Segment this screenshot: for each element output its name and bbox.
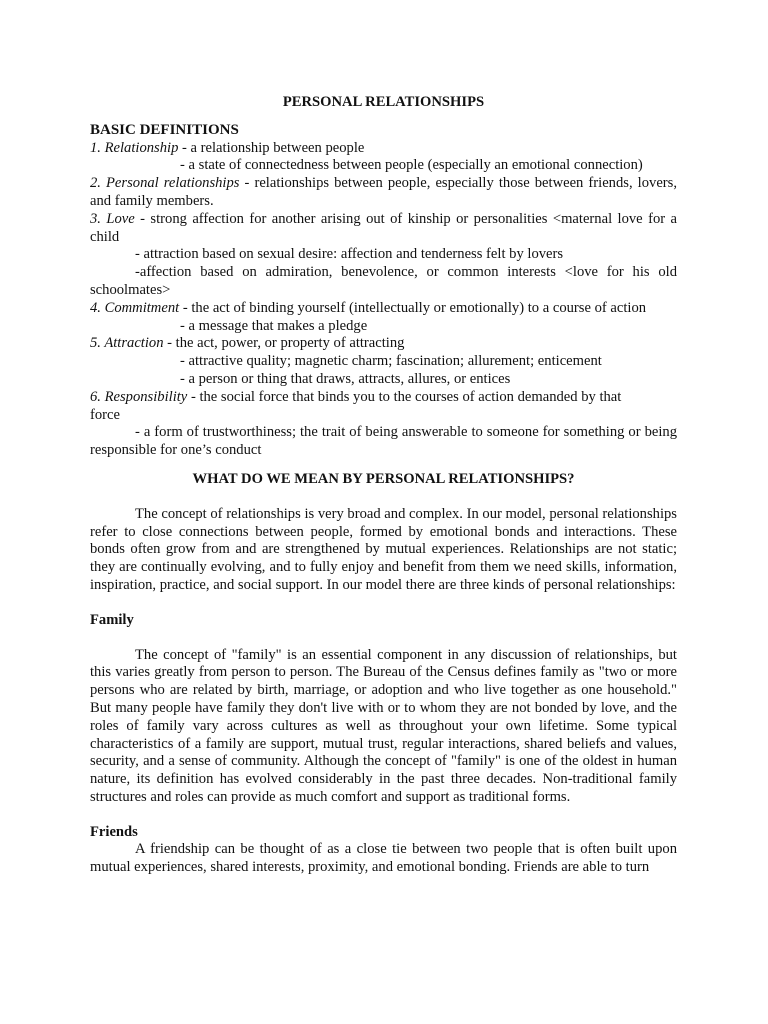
definition-responsibility [90,389,677,425]
term-love: 3. Love [90,210,135,227]
def-attraction-sub2: - a person or thing that draws, attracts, allures, or entices [180,370,511,387]
def-commitment: - the act of binding yourself (intellectually or emotionally) to a course of action [179,299,647,316]
def-love: - strong affection for another arising out of kinship or personalities <maternal love for a child [90,210,677,245]
section-what-we-mean-paragraph: The concept of relationships is very broad and complex. In our model, personal relationships refer to close connections between people, formed by emotional bonds and interactions. These bonds often grow from and are strengthened by mutual experiences. Relationships are not static; they are continually evolving, and to fully enjoy and benefit from them we need skills, information, inspiration, practice, and social support. In our model there are three kinds of personal relationships: [90,505,677,593]
def-love-sub1: - attraction based on sexual desire: affection and tenderness felt by lovers [135,246,564,263]
definition-relationship [90,140,677,158]
term-attraction: 5. Attraction [90,335,164,352]
definition-commitment [90,300,677,318]
family-paragraph: The concept of "family" is an essential component in any discussion of relationships, but this varies greatly from person to person. The Bureau of the Census defines family as "two or more persons who are related by birth, marriage, or adoption and who live together as one household." But many people have family they don't live with or to whom they are not bonded by love, and the roles of family vary across cultures as well as throughout your own lifetime. Some typical characteristics of a family are support, mutual trust, regular interactions, shared beliefs and values, security, and a sense of community. Although the concept of "family" is one of the oldest in human nature, its definition has evolved considerably in the past three decades. Non-traditional family structures and roles can provide as much comfort and support as traditional forms. [90,646,677,805]
term-personal-relationships: 2. Personal relationships [90,175,240,192]
family-heading: Family [90,611,134,628]
definition-love [90,211,677,247]
def-attraction-sub1: - attractive quality; magnetic charm; fascination; allurement; enticement [180,353,602,370]
def-responsibility: - the social force that binds you to the courses of action demanded by that force [90,388,622,423]
definition-personal-relationships [90,175,677,211]
basic-definitions-heading: BASIC DEFINITIONS [90,121,239,138]
def-commitment-sub1: - a message that makes a pledge [180,317,368,334]
definition-attraction [90,335,677,353]
friends-heading: Friends [90,823,138,840]
term-relationship: 1. Relationship [90,139,179,156]
def-responsibility-sub1: - a form of trustworthiness; the trait of being answerable to someone for something or being responsible for one’s conduct [90,424,677,459]
term-commitment: 4. Commitment [90,299,180,316]
document-page [90,94,677,877]
def-attraction: - the act, power, or property of attracting [163,335,405,352]
def-love-sub2: -affection based on admiration, benevolence, or common interests <love for his old schoolmates> [90,264,677,298]
section-what-we-mean-title: WHAT DO WE MEAN BY PERSONAL RELATIONSHIPS? [192,470,575,487]
def-relationship: - a relationship between people [178,139,365,156]
def-personal-relationships: - relationships between people, especially those between friends, lovers, and family members. [90,175,677,209]
term-responsibility: 6. Responsibility [90,388,188,405]
def-relationship-sub1: - a state of connectedness between people (especially an emotional connection) [180,157,643,174]
document-title: PERSONAL RELATIONSHIPS [282,94,485,110]
friends-paragraph: A friendship can be thought of as a close tie between two people that is often built upon mutual experiences, shared interests, proximity, and emotional bonding. Friends are able to turn [90,841,677,876]
